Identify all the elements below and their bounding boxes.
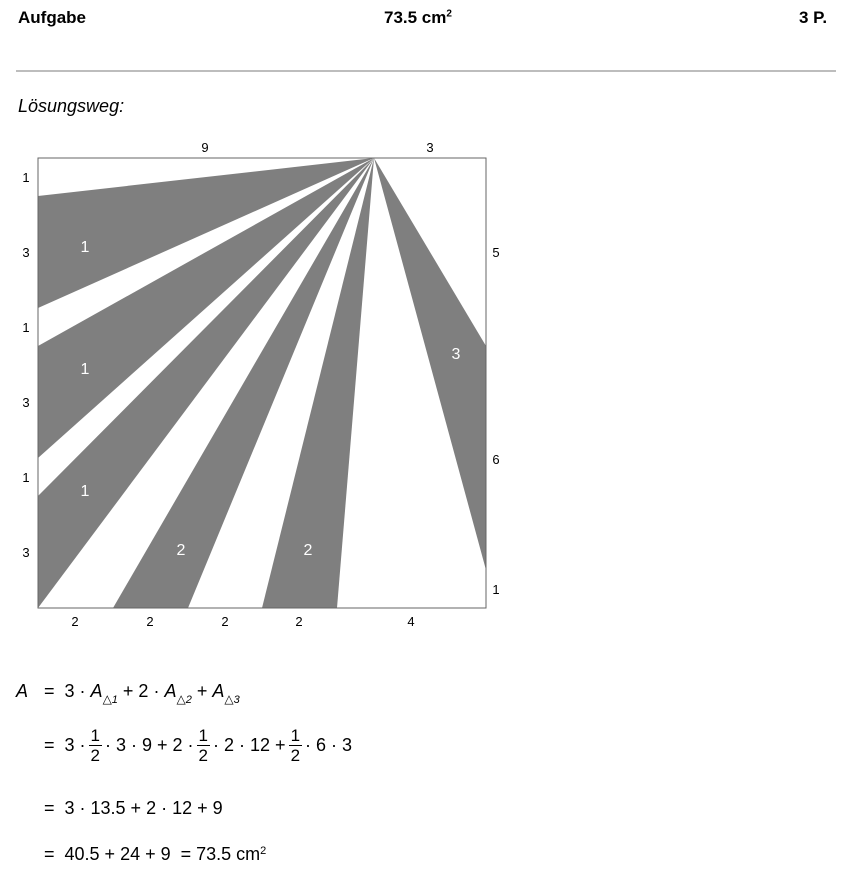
formula-line-4 xyxy=(44,844,266,865)
formula-part: · 2 · 12 + xyxy=(213,735,286,755)
fraction-half: $\frac{1}{2}$ xyxy=(290,726,301,765)
result-number: 73.5 cm xyxy=(384,8,447,27)
formula-text: 3 · 13.5 + 2 · 12 + 9 xyxy=(64,798,223,818)
solution-heading: Lösungsweg: xyxy=(18,96,125,116)
bottom-label: 2 xyxy=(221,614,229,629)
formula-line-3 xyxy=(44,798,223,819)
equals-sign: = xyxy=(44,735,55,755)
formula-part: 3 · xyxy=(64,735,86,755)
equals-sign: = xyxy=(44,681,55,701)
left-label: 3 xyxy=(22,245,30,260)
bottom-label: 2 xyxy=(295,614,303,629)
formula-part: · 3 · 9 + 2 · xyxy=(105,735,194,755)
region-label: 2 xyxy=(176,542,186,559)
subscript-1: △1 xyxy=(102,691,118,706)
bottom-label: 4 xyxy=(407,614,415,629)
bottom-label: 2 xyxy=(71,614,79,629)
right-label: 1 xyxy=(492,582,500,597)
points-label: 3 P. xyxy=(799,8,828,27)
left-label: 3 xyxy=(22,545,30,560)
left-label: 3 xyxy=(22,395,30,410)
plus-sign: + xyxy=(191,681,213,701)
right-label: 6 xyxy=(492,452,500,467)
subscript-2: △2 xyxy=(176,691,192,706)
formula-part: · 6 · 3 xyxy=(305,735,353,755)
formula-line-2 xyxy=(44,726,352,765)
area-a2: A xyxy=(164,681,177,701)
left-label: 1 xyxy=(22,320,30,335)
area-a3: A xyxy=(212,681,225,701)
fraction-half: $\frac{1}{2}$ xyxy=(90,726,100,765)
result-exponent: 2 xyxy=(446,8,452,20)
bottom-label: 2 xyxy=(146,614,154,629)
subscript-3: △3 xyxy=(224,691,240,706)
formula-line-1 xyxy=(16,681,240,706)
top-label-3: 3 xyxy=(426,140,434,155)
unit-exponent: 2 xyxy=(260,844,267,857)
region-label: 2 xyxy=(303,542,313,559)
equals-sign: = xyxy=(44,844,55,864)
left-label: 1 xyxy=(22,170,30,185)
equals-sign: = xyxy=(44,798,55,818)
fraction-half: $\frac{1}{2}$ xyxy=(198,726,209,765)
plus-2: + 2 · xyxy=(117,681,165,701)
area-a1: A xyxy=(90,681,103,701)
shaded-triangle-3 xyxy=(374,158,486,570)
coef-3: 3 · xyxy=(64,681,91,701)
region-label: 3 xyxy=(451,346,461,363)
top-label-9: 9 xyxy=(201,140,209,155)
region-label: 1 xyxy=(80,483,90,500)
area-symbol: A xyxy=(16,681,29,701)
left-label: 1 xyxy=(22,470,30,485)
region-label: 1 xyxy=(80,361,90,378)
right-label: 5 xyxy=(492,245,500,260)
formula-text: 40.5 + 24 + 9 = 73.5 cm xyxy=(64,844,261,864)
task-label: Aufgabe xyxy=(18,8,86,27)
region-label: 1 xyxy=(80,239,90,256)
